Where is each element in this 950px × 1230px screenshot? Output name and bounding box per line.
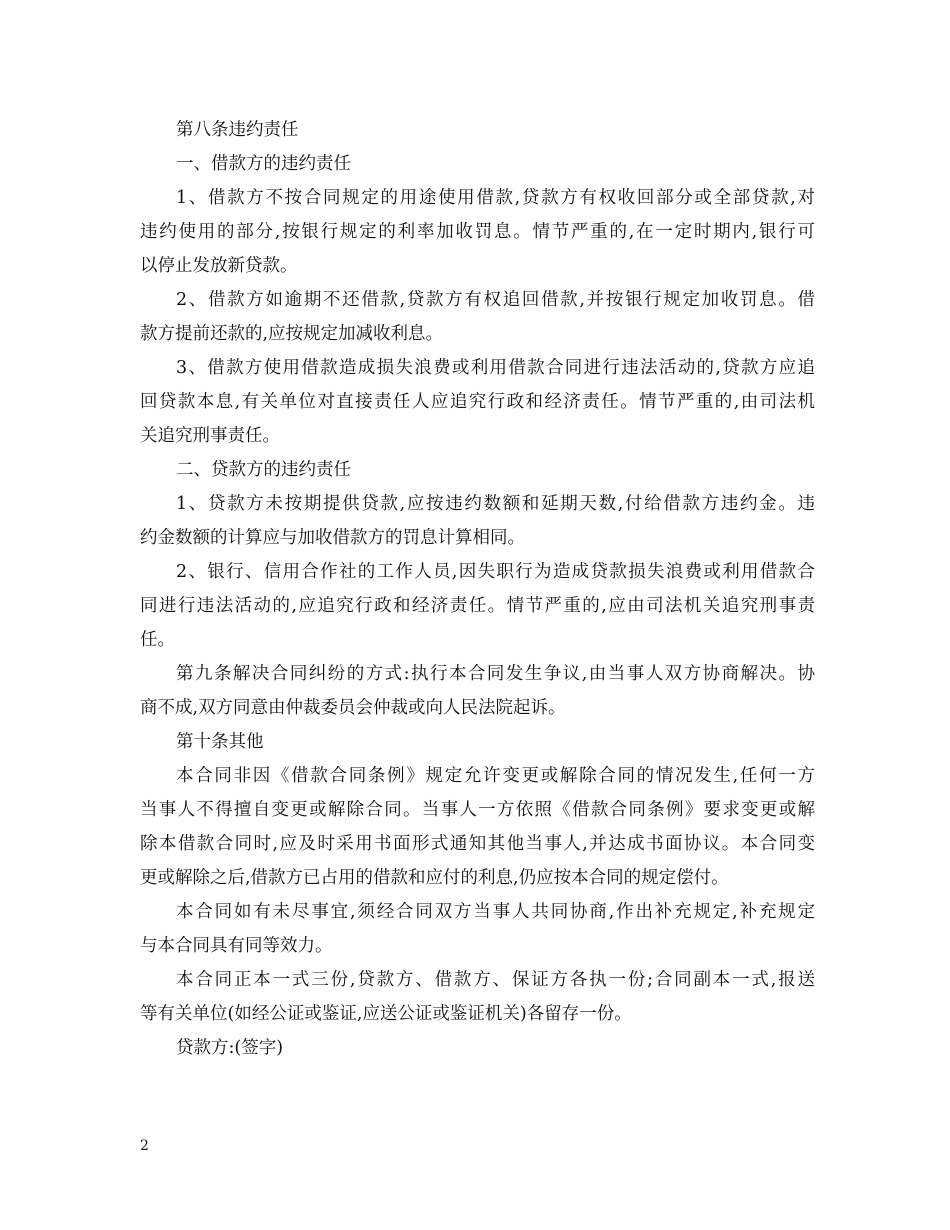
- text-line: 2、借款方如逾期不还借款,贷款方有权追回借款,并按银行规定加收罚息。借: [176, 290, 815, 310]
- text-line: 以停止发放新贷款。: [140, 256, 298, 276]
- text-line: 贷款方:(签字): [176, 1038, 284, 1058]
- text-line: 本合同如有未尽事宜,须经合同双方当事人共同协商,作出补充规定,补充规定: [176, 902, 815, 922]
- document-body: [140, 113, 815, 1065]
- text-line: 本合同正本一式三份,贷款方、借款方、保证方各执一份;合同副本一式,报送: [176, 970, 815, 990]
- text-line: 回贷款本息,有关单位对直接责任人应追究行政和经济责任。情节严重的,由司法机: [140, 392, 815, 412]
- text-line: 任。: [140, 630, 175, 650]
- text-line: 款方提前还款的,应按规定加减收利息。: [140, 324, 444, 344]
- text-line: 约金数额的计算应与加收借款方的罚息计算相同。: [140, 528, 525, 548]
- text-line: 与本合同具有同等效力。: [140, 936, 333, 956]
- text-line: 3、借款方使用借款造成损失浪费或利用借款合同进行违法活动的,贷款方应追: [176, 358, 815, 378]
- text-line: 等有关单位(如经公证或鉴证,应送公证或鉴证机关)各留存一份。: [140, 1004, 632, 1024]
- text-line: 除本借款合同时,应及时采用书面形式通知其他当事人,并达成书面协议。本合同变: [140, 834, 815, 854]
- text-line: 1、借款方不按合同规定的用途使用借款,贷款方有权收回部分或全部贷款,对: [176, 188, 815, 208]
- text-line: 1、贷款方未按期提供贷款,应按违约数额和延期天数,付给借款方违约金。违: [176, 494, 815, 514]
- page-number: 2: [140, 1138, 149, 1154]
- text-line: 同进行违法活动的,应追究行政和经济责任。情节严重的,应由司法机关追究刑事责: [140, 596, 815, 616]
- text-line: 二、贷款方的违约责任: [176, 460, 351, 480]
- text-line: 更或解除之后,借款方已占用的借款和应付的利息,仍应按本合同的规定偿付。: [140, 868, 729, 888]
- text-line: 第九条解决合同纠纷的方式:执行本合同发生争议,由当事人双方协商解决。协: [176, 664, 815, 684]
- text-line: 第十条其他: [176, 732, 264, 752]
- text-line: 第八条违约责任: [176, 120, 299, 140]
- text-line: 2、银行、信用合作社的工作人员,因失职行为造成贷款损失浪费或利用借款合: [176, 562, 815, 582]
- text-line: 一、借款方的违约责任: [176, 154, 351, 174]
- text-line: 关追究刑事责任。: [140, 426, 280, 446]
- text-line: 当事人不得擅自变更或解除合同。当事人一方依照《借款合同条例》要求变更或解: [140, 800, 815, 820]
- text-line: 本合同非因《借款合同条例》规定允许变更或解除合同的情况发生,任何一方: [176, 766, 815, 786]
- text-line: 商不成,双方同意由仲裁委员会仲裁或向人民法院起诉。: [140, 698, 566, 718]
- text-line: 违约使用的部分,按银行规定的利率加收罚息。情节严重的,在一定时期内,银行可: [140, 222, 815, 242]
